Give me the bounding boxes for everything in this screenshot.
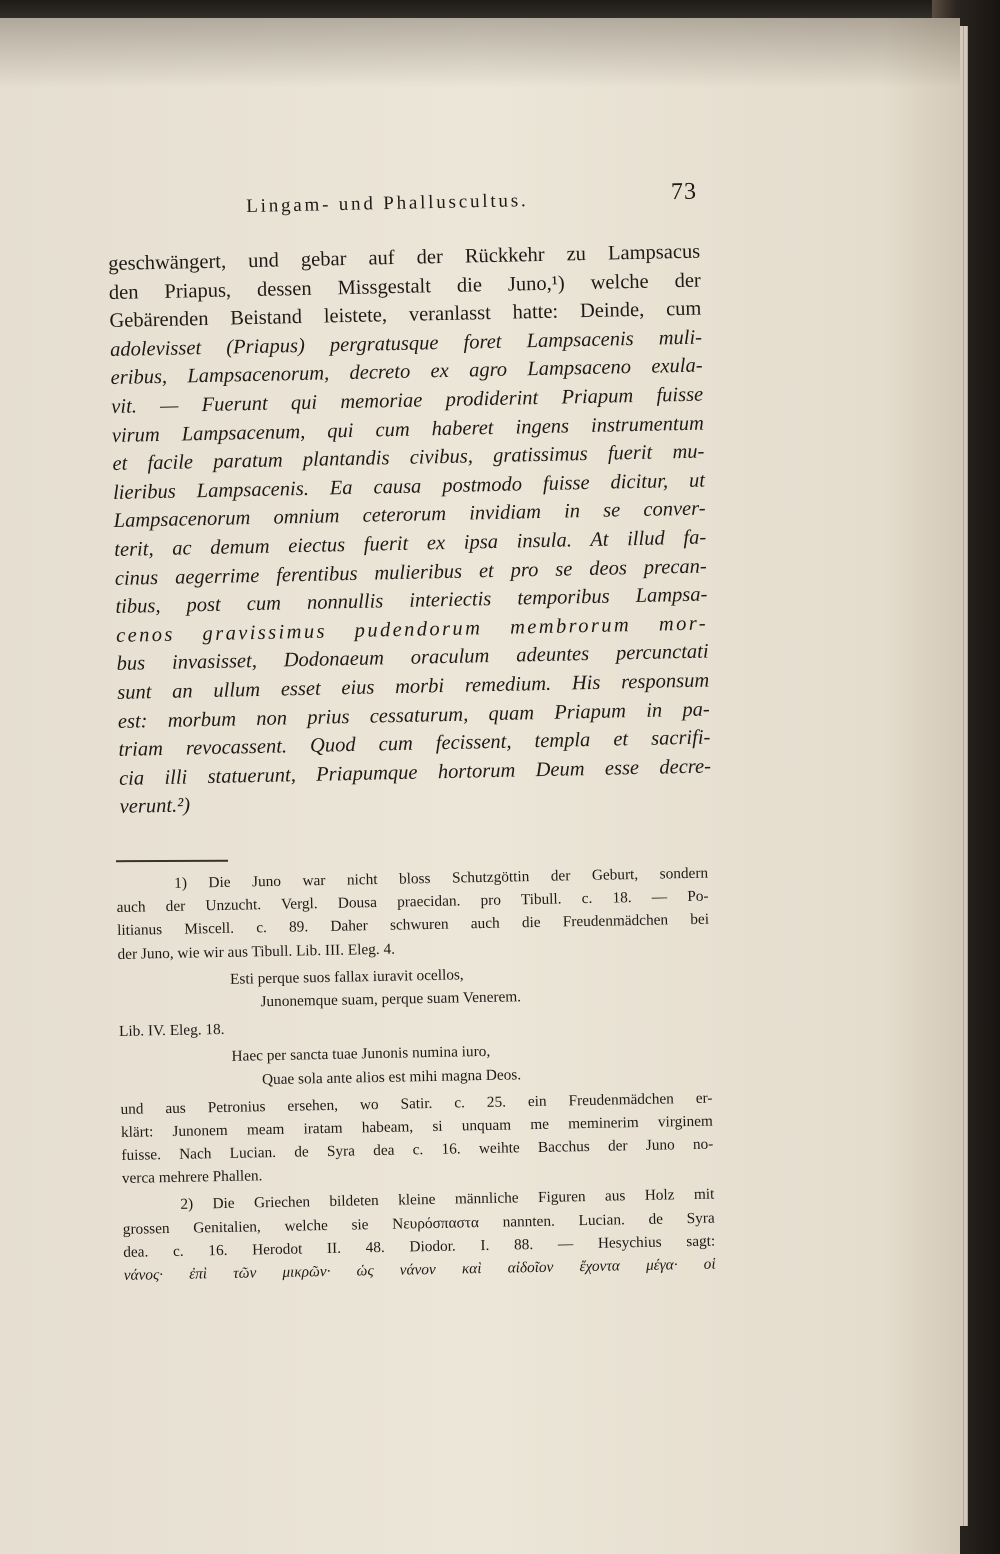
- main-line: geschwängert, und gebar auf der Rückkehr zu Lampsacus: [108, 240, 701, 275]
- main-line: tibus, post cum nonnullis interiectis temporibus Lampsa-: [115, 583, 708, 619]
- footnote-verse: Esti perque suos fallax iuravit ocellos,: [229, 966, 464, 988]
- page-header: [246, 178, 707, 236]
- main-line: bus invasisset, Dodonaeum oraculum adeuntes percunctati: [116, 640, 709, 676]
- footnote-line: auch der Unzucht. Vergl. Dousa praecidan. pro Tibull. c. 18. — Po-: [116, 887, 709, 917]
- footnote-line: 2) Die Griechen bildeten kleine männliche Figuren aus Holz mit: [180, 1186, 715, 1214]
- main-line: terit, ac demum eiectus fuerit ex ipsa insula. At illud fa-: [114, 526, 707, 561]
- running-title: Lingam- und Phalluscultus.: [246, 190, 529, 217]
- footnotes: [116, 862, 716, 1287]
- footnote-line: und aus Petronius ersehen, wo Satir. c. 25. ein Freudenmädchen er-: [120, 1089, 713, 1118]
- main-line: et facile paratum plantandis civibus, gratissimus fuerit mu-: [112, 440, 705, 476]
- main-line: cia illi statuerunt, Priapumque hortorum Deum esse decre-: [118, 755, 712, 790]
- main-line: Lampsacenorum omnium ceterorum invidiam in se conver-: [113, 497, 706, 533]
- main-line: sunt an ullum esset eius morbi remedium. His responsum: [117, 669, 710, 704]
- main-line: virum Lampsacenum, qui cum haberet ingens instrumentum: [111, 412, 704, 447]
- footnote-line: Lib. IV. Eleg. 18.: [118, 1021, 225, 1041]
- footnote-line: 1) Die Juno war nicht bloss Schutzgöttin der Geburt, sondern: [174, 864, 709, 892]
- footnote-line: verca mehrere Phallen.: [121, 1167, 263, 1188]
- main-line: vit. — Fuerunt qui memoriae prodiderint Priapum fuisse: [111, 383, 704, 418]
- footnote-separator: [116, 860, 228, 862]
- main-text: [108, 238, 712, 822]
- book-page: [0, 18, 960, 1554]
- footnote-line: der Juno, wie wir aus Tibull. Lib. III. Eleg. 4.: [117, 940, 396, 963]
- main-line: cenos gravissimus pudendorum membrorum mor-: [115, 612, 709, 647]
- page-number: 73: [670, 178, 698, 206]
- footnote-line: litianus Miscell. c. 89. Daher schwuren auch die Freudenmädchen bei: [116, 911, 710, 940]
- main-line: verunt.²): [119, 794, 191, 819]
- footnote-verse: Junonemque suam, perque suam Venerem.: [260, 988, 522, 1011]
- main-line: eribus, Lampsacenorum, decreto ex agro Lampsaceno exula-: [110, 354, 703, 390]
- main-line: lieribus Lampsacenis. Ea causa postmodo fuisse dicitur, ut: [112, 469, 706, 504]
- main-line: adolevisset (Priapus) pergratusque foret Lampsacenis muli-: [109, 326, 703, 361]
- footnote-line: dea. c. 16. Herodot II. 48. Diodor. I. 88. — Hesychius sagt:: [123, 1232, 716, 1261]
- footnote-verse: Quae sola ante alios est mihi magna Deos.: [261, 1065, 522, 1088]
- footnote-line: grossen Genitalien, welche sie Νευρόσπαστα nannten. Lucian. de Syra: [122, 1209, 715, 1238]
- main-line: den Priapus, dessen Missgestalt die Juno,¹) welche der: [108, 269, 701, 304]
- footnote-line: fuisse. Nach Lucian. de Syra dea c. 16. weihte Bacchus der Juno no-: [121, 1135, 714, 1165]
- main-line: est: morbum non prius cessaturum, quam Priapum in pa-: [117, 698, 710, 733]
- footnote-verse: Haec per sancta tuae Junonis numina iuro,: [231, 1043, 491, 1066]
- main-line: triam revocassent. Quod cum fecissent, templa et sacrifi-: [118, 726, 711, 761]
- main-line: cinus aegerrime ferentibus mulieribus et pro se deos precan-: [114, 555, 707, 590]
- main-line: Gebärenden Beistand leistete, veranlasst hatte: Deinde, cum: [109, 297, 702, 333]
- footnote-line: νάνος· ἐπὶ τῶν μικρῶν· ὡς νάνον καὶ αἰδοῖον ἔχοντα μέγα· οἱ: [123, 1255, 716, 1284]
- footnote-line: klärt: Junonem meam iratam habeam, si unquam me meminerim virginem: [120, 1112, 714, 1141]
